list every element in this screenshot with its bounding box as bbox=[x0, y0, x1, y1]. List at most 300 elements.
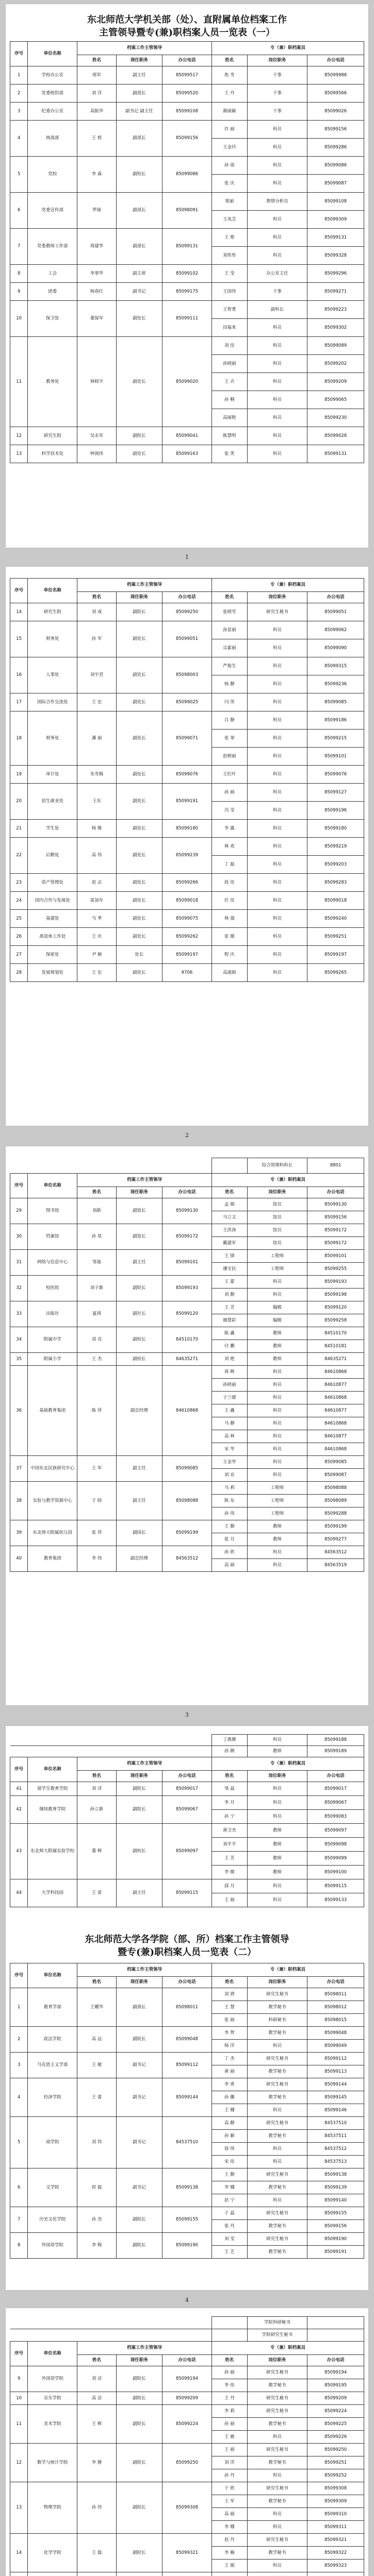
staff-phone: 85099252 bbox=[307, 2469, 364, 2482]
header-leader-phone: 办公电话 bbox=[162, 55, 212, 66]
staff-position: 科员 bbox=[247, 1879, 307, 1893]
row-unit: 图书馆 bbox=[28, 1198, 77, 1224]
row-unit: 团委 bbox=[28, 283, 77, 301]
leader-phone: 85099115 bbox=[162, 1879, 212, 1907]
staff-phone: 85099115 bbox=[307, 1879, 364, 1893]
header-unit: 单位名称 bbox=[28, 1757, 77, 1782]
staff-position: 综合管理科科长 bbox=[247, 1158, 307, 1174]
leader-post: 副部长 bbox=[116, 121, 162, 157]
continuation-row bbox=[10, 2329, 364, 2342]
staff-phone: 85099199 bbox=[307, 1520, 364, 1533]
staff-name: 李 微 bbox=[212, 1866, 247, 1879]
row-unit: 国内合作与发展处 bbox=[28, 892, 77, 910]
staff-phone: 85099302 bbox=[307, 319, 364, 337]
header-seq: 序号 bbox=[10, 1963, 28, 1988]
staff-phone: 85099190 bbox=[307, 2233, 364, 2246]
header-staff-phone: 办公电话 bbox=[307, 2355, 364, 2366]
table-row bbox=[10, 1456, 364, 1469]
leader-phone: 85099321 bbox=[162, 2534, 212, 2572]
staff-phone: 84510181 bbox=[307, 1340, 364, 1353]
staff-name: 孙 欣 bbox=[212, 1546, 247, 1559]
row-unit: 基建处 bbox=[28, 910, 77, 928]
staff-name: 焦 雪 bbox=[212, 66, 247, 84]
header-leader-group: 档案工作主管领导 bbox=[77, 1757, 212, 1771]
staff-phone: 85099138 bbox=[307, 2168, 364, 2181]
staff-phone: 85099087 bbox=[307, 175, 364, 193]
staff-name: 刘 莹 bbox=[212, 2233, 247, 2246]
staff-phone: 85099566 bbox=[307, 84, 364, 103]
row-seq: 13 bbox=[10, 445, 28, 463]
table-row bbox=[10, 121, 364, 139]
row-unit: 学校办公室 bbox=[28, 66, 77, 84]
staff-name: 孙 丽 bbox=[212, 784, 247, 802]
staff-name: 张 翠 bbox=[212, 730, 247, 748]
header-leader-group: 档案工作主管领导 bbox=[77, 1174, 212, 1187]
staff-position: 编辑 bbox=[247, 1301, 307, 1314]
table-row bbox=[10, 265, 364, 283]
staff-position: 科员 bbox=[247, 856, 307, 874]
header-leader-phone: 办公电话 bbox=[162, 1977, 212, 1988]
leader-post: 副书记 bbox=[116, 283, 162, 301]
staff-position: 研究生秘书 bbox=[247, 2482, 307, 2495]
leader-name: 王东 bbox=[77, 784, 116, 820]
staff-position: 教学秘书 bbox=[247, 2547, 307, 2560]
staff-name: 闫 萍 bbox=[212, 693, 247, 711]
staff-name: 于兰德 bbox=[212, 1392, 247, 1404]
staff-phone: 84610877 bbox=[307, 1430, 364, 1443]
staff-name: 丁 杰 bbox=[212, 2053, 247, 2065]
leader-name: 刘 洁 bbox=[77, 2366, 116, 2392]
staff-name: 郑丽 bbox=[212, 193, 247, 211]
staff-name: 王红叶 bbox=[212, 766, 247, 784]
leader-name: 赵 志 bbox=[77, 874, 116, 892]
staff-phone: 85099271 bbox=[307, 283, 364, 301]
row-seq: 10 bbox=[10, 2392, 28, 2405]
staff-phone: 85099062 bbox=[307, 621, 364, 639]
staff-name: 杨 洋 bbox=[212, 2040, 247, 2053]
table-4 bbox=[10, 1734, 364, 1907]
row-unit: 教育集团 bbox=[28, 1546, 77, 1572]
leader-post: 副总经理 bbox=[116, 1546, 162, 1572]
leader-name: 杨春红 bbox=[77, 283, 116, 301]
table-row bbox=[10, 621, 364, 639]
staff-name: 孙 俐 bbox=[212, 1746, 247, 1757]
table-row bbox=[10, 892, 364, 910]
table-row bbox=[10, 693, 364, 711]
staff-name: 严俊生 bbox=[212, 657, 247, 675]
leader-name: 王 磊 bbox=[77, 2534, 116, 2572]
leader-phone: 85099076 bbox=[162, 766, 212, 784]
blank-cell bbox=[10, 2329, 212, 2342]
row-seq: 20 bbox=[10, 784, 28, 820]
leader-post: 副处长 bbox=[116, 445, 162, 463]
staff-position: 科员 bbox=[247, 1893, 307, 1907]
leader-post: 副主任 bbox=[116, 1250, 162, 1276]
table-row bbox=[10, 1546, 364, 1559]
leader-name: 钟润伟 bbox=[77, 445, 116, 463]
row-unit: 物理学院 bbox=[28, 2482, 77, 2534]
table-row bbox=[10, 766, 364, 784]
staff-name: 高 丽 bbox=[212, 2508, 247, 2521]
row-unit: 文学院 bbox=[28, 2168, 77, 2207]
row-unit: 教务处 bbox=[28, 337, 77, 427]
staff-phone: 85099240 bbox=[307, 910, 364, 928]
staff-phone: 85099265 bbox=[307, 964, 364, 982]
staff-phone: 85099255 bbox=[307, 1263, 364, 1276]
row-seq: 15 bbox=[10, 621, 28, 657]
staff-name: 王 芳 bbox=[212, 1852, 247, 1866]
leader-post: 副部长 bbox=[116, 229, 162, 265]
header-leader-post: 现任职务 bbox=[116, 592, 162, 603]
table-row bbox=[10, 1988, 364, 2001]
table-row bbox=[10, 928, 364, 946]
staff-position: 教学秘书 bbox=[247, 2130, 307, 2143]
row-seq: 22 bbox=[10, 838, 28, 874]
leader-phone: 85099308 bbox=[162, 2482, 212, 2534]
staff-phone: 85099101 bbox=[307, 748, 364, 766]
staff-position: 科员 bbox=[247, 2560, 307, 2572]
staff-name: 田福来 bbox=[212, 319, 247, 337]
staff-position: 科员 bbox=[247, 2521, 307, 2534]
staff-position: 科员 bbox=[247, 910, 307, 928]
leader-phone: 85099224 bbox=[162, 2405, 212, 2444]
header-leader-post: 现任职务 bbox=[116, 55, 162, 66]
staff-name: 孙 丹 bbox=[212, 2469, 247, 2482]
staff-phone: 84510170 bbox=[307, 1327, 364, 1340]
staff-phone: 85099028 bbox=[307, 427, 364, 445]
table-row bbox=[10, 2366, 364, 2379]
table-row bbox=[10, 711, 364, 730]
header-staff-position: 岗位职务 bbox=[247, 1771, 307, 1782]
staff-phone: 85099194 bbox=[307, 2366, 364, 2379]
row-seq: 11 bbox=[10, 337, 28, 427]
staff-phone: 85099049 bbox=[307, 2040, 364, 2053]
staff-phone: 85099321 bbox=[307, 2534, 364, 2547]
row-seq: 23 bbox=[10, 874, 28, 892]
staff-position: 科员 bbox=[247, 319, 307, 337]
row-unit: 附属小学 bbox=[28, 1353, 77, 1366]
staff-phone: 85099309 bbox=[307, 2495, 364, 2508]
staff-name: 黄 丽 bbox=[212, 2065, 247, 2078]
leader-post bbox=[116, 2572, 162, 2576]
table-row bbox=[10, 1301, 364, 1314]
leader-name: 王 宏 bbox=[77, 693, 116, 711]
staff-phone: 85099323 bbox=[307, 2560, 364, 2572]
header-leader-name: 姓名 bbox=[77, 1771, 116, 1782]
staff-name: 任 佳 bbox=[212, 892, 247, 910]
leader-post: 副校长 bbox=[116, 1353, 162, 1366]
header-leader-name: 姓名 bbox=[77, 592, 116, 603]
staff-phone: 85099067 bbox=[307, 1796, 364, 1810]
staff-phone: 85099090 bbox=[307, 639, 364, 657]
staff-position: 研究生秘书 bbox=[247, 1988, 307, 2001]
leader-name: 王 雷 bbox=[77, 1879, 116, 1907]
staff-name: 张晓雪 bbox=[212, 603, 247, 621]
staff-phone: 85099251 bbox=[307, 928, 364, 946]
row-seq: 2 bbox=[10, 2027, 28, 2053]
staff-phone: 85099101 bbox=[307, 1250, 364, 1263]
leader-name: 孙 伟 bbox=[77, 2482, 116, 2534]
row-unit: 保密处 bbox=[28, 946, 77, 964]
row-unit: 学生处 bbox=[28, 820, 77, 838]
staff-phone: 84563512 bbox=[307, 1546, 364, 1559]
leader-name: 王 蕾 bbox=[77, 2078, 116, 2117]
staff-name: 程 庆 bbox=[212, 946, 247, 964]
table-row bbox=[10, 445, 364, 463]
staff-position: 科员 bbox=[247, 838, 307, 856]
staff-position: 科员 bbox=[247, 1810, 307, 1824]
leader-phone: 85099163 bbox=[162, 445, 212, 463]
staff-phone: 85099225 bbox=[307, 2418, 364, 2431]
table-row bbox=[10, 1276, 364, 1289]
table-row bbox=[10, 2078, 364, 2091]
row-seq: 40 bbox=[10, 1546, 28, 1572]
continuation-row bbox=[10, 1158, 364, 1174]
header-staff-position: 岗位职务 bbox=[247, 592, 307, 603]
staff-position: 研究生秘书 bbox=[247, 2233, 307, 2246]
staff-name: 王洪涛 bbox=[212, 1224, 247, 1237]
row-seq: 14 bbox=[10, 603, 28, 621]
staff-position: 科员 bbox=[247, 1404, 307, 1417]
leader-name: 侯 磊 bbox=[77, 2168, 116, 2207]
row-seq: 8 bbox=[10, 265, 28, 283]
leader-phone: 85099051 bbox=[162, 621, 212, 657]
staff-phone: 85099195 bbox=[307, 2379, 364, 2392]
staff-name: 王 丽 bbox=[212, 1893, 247, 1907]
leader-phone: 85099190 bbox=[162, 2233, 212, 2259]
staff-phone: 85099197 bbox=[307, 946, 364, 964]
staff-phone: 85099283 bbox=[307, 874, 364, 892]
leader-name: 李 静 bbox=[77, 2444, 116, 2482]
staff-position: 学院科研秘书 bbox=[247, 2317, 307, 2329]
row-seq: 17 bbox=[10, 693, 28, 711]
staff-position: 科员 bbox=[247, 730, 307, 748]
staff-phone: 85099120 bbox=[307, 1301, 364, 1314]
header-leader-phone: 办公电话 bbox=[162, 2355, 212, 2366]
leader-phone: 85099112 bbox=[162, 2053, 212, 2078]
staff-name: 王 丽 bbox=[212, 2444, 247, 2456]
header-unit: 单位名称 bbox=[28, 42, 77, 66]
staff-name: 宋 华 bbox=[212, 1443, 247, 1456]
table-row bbox=[10, 2207, 364, 2220]
header-leader-group: 档案工作主管领导 bbox=[77, 42, 212, 55]
row-unit: 校医院 bbox=[28, 1276, 77, 1301]
staff-position: 办公室主任 bbox=[247, 265, 307, 283]
staff-phone: 85099191 bbox=[307, 2246, 364, 2259]
leader-phone: 85099155 bbox=[162, 2207, 212, 2233]
table-row bbox=[10, 1353, 364, 1366]
staff-position: 科员 bbox=[247, 139, 307, 157]
staff-phone: 85098012 bbox=[307, 2001, 364, 2014]
staff-name: 李 莉 bbox=[212, 2405, 247, 2418]
leader-post: 副院长 bbox=[116, 1276, 162, 1301]
staff-name: 王 莹 bbox=[212, 265, 247, 283]
staff-phone: 85099087 bbox=[307, 1469, 364, 1482]
row-unit: 研究生院 bbox=[28, 427, 77, 445]
staff-position: 教学秘书 bbox=[247, 2065, 307, 2078]
staff-phone: 85099198 bbox=[307, 1289, 364, 1301]
leader-name: 雷加年 bbox=[77, 892, 116, 910]
staff-name: 林 欢 bbox=[212, 838, 247, 856]
staff-name: 宗素丽 bbox=[212, 639, 247, 657]
row-seq: 27 bbox=[10, 946, 28, 964]
row-seq: 7 bbox=[10, 229, 28, 265]
staff-name: 王金玲 bbox=[212, 139, 247, 157]
staff-phone: 85099296 bbox=[307, 265, 364, 283]
leader-name: 董 辉 bbox=[77, 1824, 116, 1879]
staff-phone: 85099288 bbox=[307, 1507, 364, 1520]
staff-position: 科员 bbox=[247, 445, 307, 463]
continuation-row bbox=[10, 2317, 364, 2329]
header-leader-name: 姓名 bbox=[77, 1977, 116, 1988]
leader-name bbox=[77, 2572, 116, 2576]
table-row bbox=[10, 1327, 364, 1340]
row-unit: 附属中学 bbox=[28, 1327, 77, 1353]
row-seq: 2 bbox=[10, 84, 28, 103]
staff-name bbox=[212, 1158, 247, 1174]
leader-phone: 85099266 bbox=[162, 874, 212, 892]
header-unit: 单位名称 bbox=[28, 1174, 77, 1198]
staff-name: 刘 佳 bbox=[212, 337, 247, 355]
row-unit: 东北师大附属实验学校 bbox=[28, 1824, 77, 1879]
leader-phone: 85099130 bbox=[162, 1198, 212, 1224]
table-row bbox=[10, 2405, 364, 2418]
leader-phone: 85099199 bbox=[162, 1520, 212, 1546]
staff-name: 徐 伟 bbox=[212, 2143, 247, 2156]
staff-position: 教学秘书 bbox=[247, 2495, 307, 2508]
staff-position: 研究生秘书 bbox=[247, 603, 307, 621]
staff-phone: 85099219 bbox=[307, 838, 364, 856]
staff-phone: 85099145 bbox=[307, 2091, 364, 2104]
continuation-row bbox=[10, 1735, 364, 1746]
leader-name: 邢军 bbox=[77, 66, 116, 84]
staff-name: 王智勇 bbox=[212, 301, 247, 319]
table-row bbox=[10, 2392, 364, 2405]
row-unit: 党委组织部 bbox=[28, 84, 77, 103]
row-unit: 外国语学院 bbox=[28, 2233, 77, 2259]
row-unit: 后勤处 bbox=[28, 838, 77, 874]
staff-phone: 85099226 bbox=[307, 2431, 364, 2444]
staff-phone: 85099127 bbox=[307, 784, 364, 802]
staff-name: 李 爽 bbox=[212, 2078, 247, 2091]
staff-name: 丁 磊 bbox=[212, 856, 247, 874]
leader-name: 高振华 bbox=[77, 103, 116, 121]
staff-position: 科员 bbox=[247, 874, 307, 892]
row-seq: 6 bbox=[10, 193, 28, 229]
leader-name: 刘 成 bbox=[77, 603, 116, 621]
leader-name: 高 洁 bbox=[77, 2392, 116, 2405]
header-seq: 序号 bbox=[10, 2342, 28, 2366]
leader-phone: 85099120 bbox=[162, 1301, 212, 1327]
table-row bbox=[10, 2572, 364, 2576]
leader-phone: 85099108 bbox=[162, 103, 212, 121]
page-number: 3 bbox=[185, 1711, 189, 1718]
leader-name: 马 季 bbox=[77, 910, 116, 928]
staff-position: 科员 bbox=[247, 337, 307, 355]
leader-phone: 84510170 bbox=[162, 1327, 212, 1353]
leader-name: 李 森 bbox=[77, 157, 116, 193]
leader-name: 王耀华 bbox=[77, 1988, 116, 2027]
blank-cell bbox=[10, 1735, 212, 1746]
staff-phone: 85099140 bbox=[307, 2194, 364, 2207]
header-leader-post: 现任职务 bbox=[116, 1187, 162, 1198]
staff-position: 教学秘书 bbox=[247, 2456, 307, 2469]
staff-name: 孙晓丽 bbox=[212, 1379, 247, 1392]
table-row bbox=[10, 874, 364, 892]
staff-name: 刘 倩 bbox=[212, 1988, 247, 2001]
header-unit: 单位名称 bbox=[28, 1963, 77, 1988]
leader-post: 副院长 bbox=[116, 2405, 162, 2444]
staff-name: 王 艳 bbox=[212, 229, 247, 247]
row-unit: 历史文化学院 bbox=[28, 2207, 77, 2233]
staff-phone: 85099130 bbox=[307, 1198, 364, 1211]
row-unit bbox=[28, 2572, 77, 2576]
staff-position: 科员 bbox=[247, 1430, 307, 1443]
staff-name: 王 鑫 bbox=[212, 1404, 247, 1417]
row-seq: 11 bbox=[10, 2405, 28, 2444]
staff-phone: 85099209 bbox=[307, 2392, 364, 2405]
staff-position: 科员 bbox=[247, 946, 307, 964]
leader-phone: 85099086 bbox=[162, 157, 212, 193]
staff-name: 付 鹏 bbox=[212, 1340, 247, 1353]
leader-name: 高 远 bbox=[77, 2027, 116, 2053]
table-row bbox=[10, 1796, 364, 1810]
leader-phone: 85099085 bbox=[162, 1456, 212, 1482]
row-unit: 中国东北民族研究中心 bbox=[28, 1456, 77, 1482]
table-row bbox=[10, 229, 364, 247]
staff-position: 科员 bbox=[247, 2431, 307, 2444]
leader-phone: 85099018 bbox=[162, 892, 212, 910]
page-number: 1 bbox=[185, 554, 189, 561]
staff-name: 王金华 bbox=[212, 1456, 247, 1469]
header-staff-group: 专（兼）职档案员 bbox=[212, 1963, 364, 1977]
row-seq: 33 bbox=[10, 1301, 28, 1327]
leader-phone bbox=[162, 2572, 212, 2576]
leader-post: 副院长 bbox=[116, 1796, 162, 1824]
staff-name: 孟 娟 bbox=[212, 1198, 247, 1211]
leader-post: 副处长 bbox=[116, 784, 162, 820]
staff-name: 张 微 bbox=[212, 928, 247, 946]
staff-position: 科员 bbox=[247, 748, 307, 766]
table-row bbox=[10, 946, 364, 964]
row-seq: 16 bbox=[10, 657, 28, 693]
staff-name: 孙 伟 bbox=[212, 1507, 247, 1520]
staff-name: 王 卉 bbox=[212, 373, 247, 391]
staff-position: 工程师 bbox=[247, 1263, 307, 1276]
staff-phone: 85099139 bbox=[307, 2181, 364, 2194]
leader-name: 董保军 bbox=[77, 301, 116, 337]
staff-position: 干事 bbox=[247, 103, 307, 121]
staff-name: 李 楠 bbox=[212, 2547, 247, 2560]
staff-position: 教师 bbox=[247, 1746, 307, 1757]
staff-position: 教学秘书 bbox=[247, 2027, 307, 2040]
staff-phone: 85099250 bbox=[307, 2444, 364, 2456]
staff-name: 黄卫杰 bbox=[212, 1824, 247, 1838]
table-row bbox=[10, 2117, 364, 2130]
staff-name: 王国伟 bbox=[212, 283, 247, 301]
row-seq: 30 bbox=[10, 1224, 28, 1250]
staff-phone: 85099076 bbox=[307, 766, 364, 784]
table-row bbox=[10, 820, 364, 838]
leader-name: 孙 军 bbox=[77, 621, 116, 657]
row-seq: 10 bbox=[10, 301, 28, 337]
row-seq: 42 bbox=[10, 1796, 28, 1824]
row-seq: 29 bbox=[10, 1198, 28, 1224]
leader-name: 王 宏 bbox=[77, 964, 116, 982]
staff-name: 张 丽 bbox=[212, 2014, 247, 2027]
staff-name: 高 丽 bbox=[212, 1559, 247, 1572]
header-staff-group: 专（兼）职档案员 bbox=[212, 1174, 364, 1187]
